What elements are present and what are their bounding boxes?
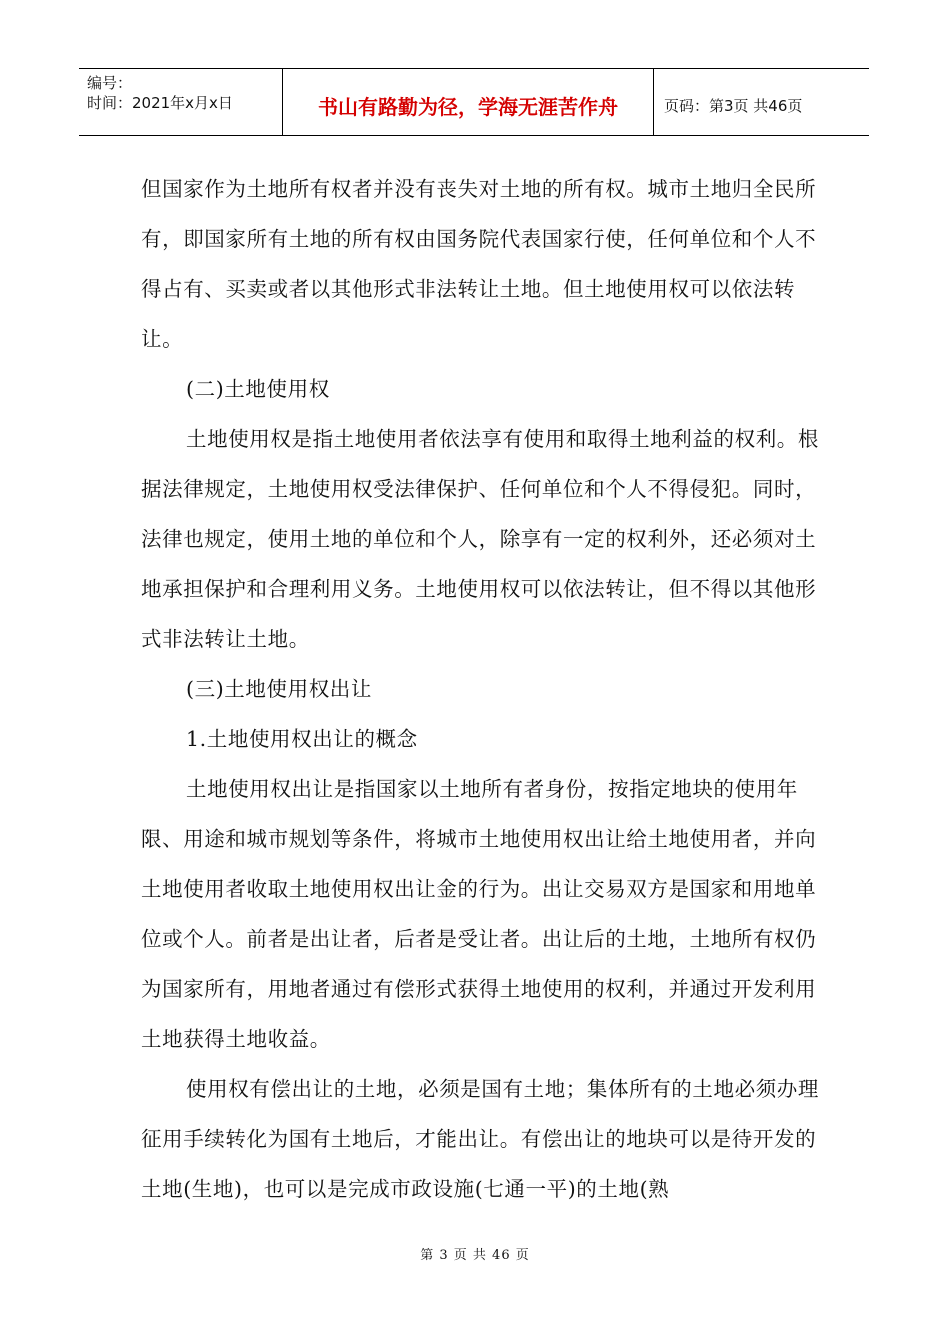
heading-land-use-right: (二)土地使用权	[186, 377, 330, 401]
document-number-label: 编号：	[87, 74, 133, 92]
subheading-transfer-concept: 1.土地使用权出让的概念	[186, 727, 418, 751]
paragraph-paid-transfer: 使用权有偿出让的土地，必须是国有土地；集体所有的土地必须办理征用手续转化为国有土地后，才能出让。有偿出让的地块可以是待开发的土地(生地)，也可以是完成市政设施(七通一平)的土地(熟	[141, 1077, 819, 1201]
page-footer: 第 3 页 共 46 页	[420, 1248, 530, 1263]
header-page-info: 页码：第3页 共46页	[664, 96, 803, 115]
document-body	[141, 164, 821, 1214]
paragraph-transfer-concept: 土地使用权出让是指国家以土地所有者身份，按指定地块的使用年限、用途和城市规划等条件，将城市土地使用权出让给土地使用者，并向土地使用者收取土地使用权出让金的行为。出让交易双方是国家和用地单位或个人。前者是出让者，后者是受让者。出让后的土地，土地所有权仍为国家所有，用地者通过有偿形式获得土地使用的权利，并通过开发利用土地获得土地收益。	[141, 777, 817, 1051]
paragraph-land-use-right: 土地使用权是指土地使用者依法享有使用和取得土地利益的权利。根据法律规定，土地使用权受法律保护、任何单位和个人不得侵犯。同时，法律也规定，使用土地的单位和个人，除享有一定的权利外，还必须对土地承担保护和合理利用义务。土地使用权可以依法转让，但不得以其他形式非法转让土地。	[141, 427, 819, 651]
document-date: 时间：2021年x月x日	[87, 94, 233, 112]
header-meta	[79, 69, 283, 135]
paragraph-ownership: 但国家作为土地所有权者并没有丧失对土地的所有权。城市土地归全民所有，即国家所有土地的所有权由国务院代表国家行使，任何单位和个人不得占有、买卖或者以其他形式非法转让土地。但土地使用权可以依法转让。	[141, 177, 817, 351]
header-motto: 书山有路勤为径，学海无涯苦作舟	[283, 69, 654, 135]
heading-land-use-transfer: (三)土地使用权出让	[186, 677, 372, 701]
page-header	[79, 68, 869, 136]
